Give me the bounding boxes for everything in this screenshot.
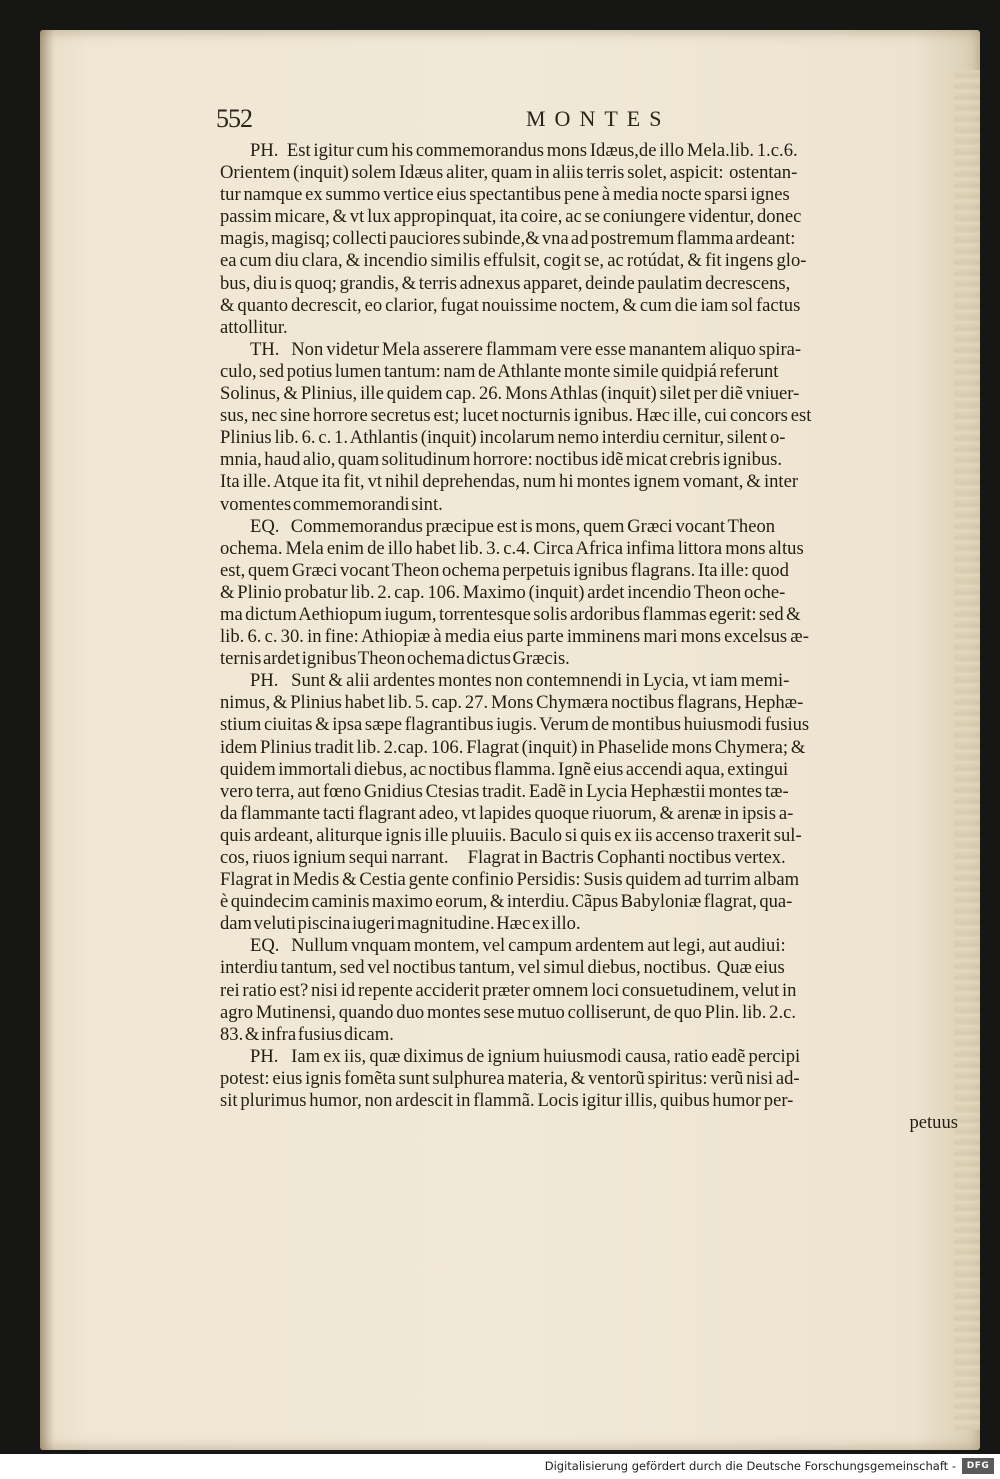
text-line: interdiu tantum, sed vel noctibus tantum, vel simul diebus, noctibus. Quæ eius [220, 957, 785, 979]
text-line: nimus, & Plinius habet lib. 5. cap. 27. Mons Chymæra noctibus flagrans, Hephæ- [220, 692, 804, 714]
text-line: dam veluti piscina iugeri magnitudine. Hæc ex illo. [220, 913, 581, 935]
text-line: sus, nec sine horrore secretus est; lucet nocturnis ignibus. Hæc ille, cui concors est [220, 405, 812, 427]
text-line: mnia, haud alio, quam solitudinum horrore: noctibus idẽ micat crebris ignibus. [220, 449, 783, 471]
text-line: ochema. Mela enim de illo habet lib. 3. c.4. Circa Africa infima littora mons altus [220, 537, 804, 559]
text-line: Ita ille. Atque ita fit, vt nihil deprehendas, num hi montes ignem vomant, & inter [220, 471, 799, 493]
dialogue-paragraph [220, 516, 980, 671]
text-line: cos, riuos ignium sequi narrant. Flagrat in Bactris Cophanti noctibus vertex. [220, 847, 786, 868]
dfg-logo: DFG [962, 1458, 994, 1474]
running-head [40, 104, 980, 138]
dialogue-paragraph [220, 140, 980, 339]
text-line: passim micare, & vt lux appropinquat, ita coire, ac se coniungere videntur, donec [220, 206, 802, 228]
text-line: Solinus, & Plinius, ille quidem cap. 26. Mons Athlas (inquit) silet per diẽ vniuer- [220, 383, 800, 405]
text-block [220, 140, 980, 1134]
text-line: EQ. Nullum vnquam montem, vel campum ardentem aut legi, aut audiui: [250, 935, 786, 957]
gutter-shadow [40, 30, 54, 1450]
text-line: Plinius lib. 6. c. 1. Athlantis (inquit) incolarum nemo interdiu cernitur, silent o- [220, 427, 786, 449]
text-line: agro Mutinensi, quando duo montes sese mutuo colliserunt, de quo Plin. lib. 2.c. [220, 1001, 797, 1023]
text-line: lib. 6. c. 30. in fine: Athiopiæ à media eius parte imminens mari mons excelsus æ- [220, 626, 809, 648]
text-line: quidem immortali diebus, ac noctibus flamma. Ignẽ eius accendi aqua, extingui [220, 758, 789, 780]
text-line: quis ardeant, aliturque ignis ille pluuiis. Baculo si quis ex iis accenso traxerit sul- [220, 824, 802, 846]
text-line: idem Plinius tradit lib. 2.cap. 106. Flagrat (inquit) in Phaselide mons Chymera; & [220, 736, 806, 758]
text-line: tur namque ex summo vertice eius spectantibus pene à media nocte sparsi ignes [220, 184, 790, 206]
text-line: Flagrat in Medis & Cestia gente confinio Persidis: Susis quidem ad turrim albam [220, 869, 800, 891]
dialogue-paragraph [220, 1046, 980, 1112]
text-line: TH. Non videtur Mela asserere flammam vere esse manantem aliquo spira- [250, 338, 802, 360]
text-line: da flammante tacti flagrant adeo, vt lapides quoque riuorum, & arenæ in ipsis a- [220, 802, 794, 824]
text-line: vero terra, aut fœno Gnidius Ctesias tradit. Eadẽ in Lycia Hephæstii montes tæ- [220, 780, 789, 802]
text-line: culo, sed potius lumen tantum: nam de Athlante monte simile quidpiá referunt [220, 360, 779, 382]
text-line: ma dictum Aethiopum iugum, torrentesque solis ardoribus flammas egerit: sed & [220, 603, 801, 625]
text-line: PH. Sunt & alii ardentes montes non contemnendi in Lycia, vt iam memi- [250, 670, 790, 692]
text-line: PH. Iam ex iis, quæ diximus de ignium huiusmodi causa, ratio eadẽ percipi [250, 1045, 801, 1067]
dialogue-paragraph [220, 935, 980, 1045]
text-line: rei ratio est? nisi id repente acciderit præter omnem loci consuetudinem, velut in [220, 979, 797, 1001]
dialogue-paragraph [220, 670, 980, 935]
text-line: è quindecim caminis maximo eorum, & interdiu. Cãpus Babyloniæ flagrat, qua- [220, 891, 793, 913]
catchword: petuus [909, 1112, 958, 1134]
text-line: PH. Est igitur cum his commemorandus mons Idæus,de illo Mela.lib. 1.c.6. [250, 140, 798, 161]
book-page [40, 30, 980, 1450]
text-line: bus, diu is quoq; grandis, & terris adnexus apparet, deinde paulatim decrescens, [220, 272, 791, 294]
text-line: & Plinio probatur lib. 2. cap. 106. Maximo (inquit) ardet incendio Theon oche- [220, 581, 786, 603]
text-line: vomentes commemorandi sint. [220, 493, 443, 515]
text-line: ternis ardet ignibus Theon ochema dictus Græcis. [220, 648, 570, 670]
dialogue-paragraph [220, 339, 980, 516]
text-line: attollitur. [220, 316, 288, 338]
text-line: stium ciuitas & ipsa sæpe flagrantibus iugis. Verum de montibus huiusmodi fusius [220, 714, 810, 736]
text-line: 83. & infra fusius dicam. [220, 1023, 394, 1045]
footer-credit: Digitalisierung gefördert durch die Deutsche Forschungsgemeinschaft - [544, 1459, 956, 1473]
text-line: est, quem Græci vocant Theon ochema perpetuis ignibus flagrans. Ita ille: quod [220, 559, 789, 581]
text-line: ea cum diu clara, & incendio similis effulsit, cogit se, ac rotúdat, & fit ingens glo- [220, 250, 807, 272]
running-title: MONTES [526, 106, 671, 131]
text-line: EQ. Commemorandus præcipue est is mons, quem Græci vocant Theon [250, 515, 776, 537]
text-line: magis, magisq; collecti pauciores subinde,& vna ad postremum flamma ardeant: [220, 228, 796, 250]
text-line: potest: eius ignis fomẽta sunt sulphurea materia, & ventorũ spiritus: verũ nisi ad- [220, 1067, 800, 1089]
text-line: Orientem (inquit) solem Idæus aliter, quam in aliis terris solet, aspicit: ostentan- [220, 162, 798, 184]
footer-bar [0, 1454, 1000, 1479]
text-line: & quanto decrescit, eo clarior, fugat nouissime noctem, & cum die iam sol factus [220, 294, 801, 316]
page-number: 552 [216, 104, 252, 133]
text-line: sit plurimus humor, non ardescit in flammã. Locis igitur illis, quibus humor per- [220, 1090, 794, 1112]
